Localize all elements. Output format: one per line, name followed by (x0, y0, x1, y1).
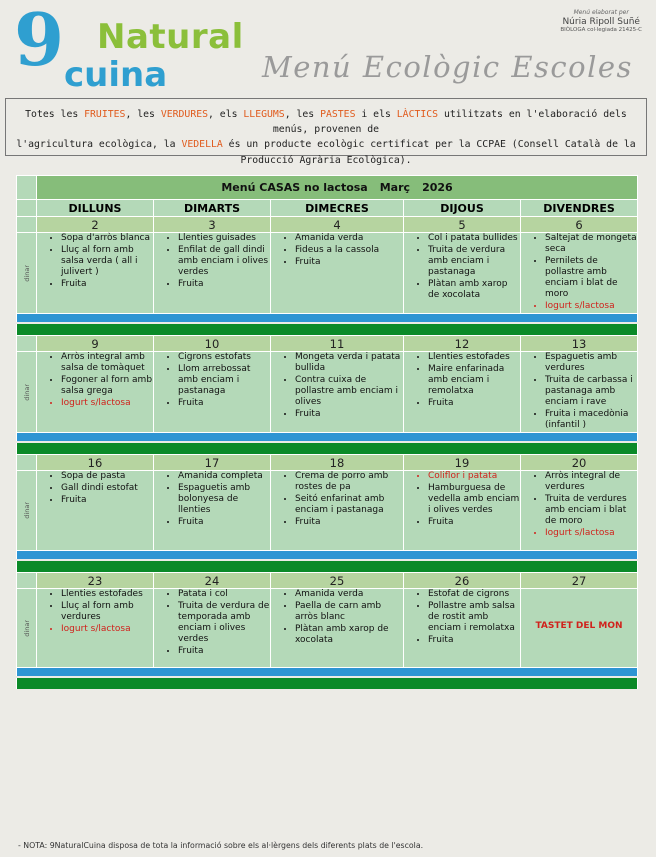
dish-list (37, 471, 153, 506)
dish-list (271, 589, 403, 646)
author-name: Núria Ripoll Suñé (562, 16, 640, 27)
day-header-thursday: DIJOUS (404, 200, 521, 217)
day-number: 25 (271, 573, 404, 589)
dish-item: • Arròs integral amb salsa de tomàquet (61, 352, 153, 374)
day-menu-cell (404, 233, 521, 314)
dish-item: • Pernilets de pollastre amb enciam i blat de moro (545, 256, 637, 300)
allergens-note: - NOTA: 9NaturalCuina disposa de tota la informació sobre els al·lèrgens dels diferents plats de l'escola. (18, 841, 424, 850)
dish-list (37, 589, 153, 635)
dish-item: • Amanida completa (178, 471, 270, 482)
dish-item: • Amanida verda (295, 589, 403, 600)
dish-item: • Truita de verdura de temporada amb enciam i olives verdes (178, 601, 270, 645)
dish-item: • Truita de verdures amb enciam i blat de moro (545, 494, 637, 527)
logo-natural: Natural (97, 17, 244, 57)
dish-item: • Sopa d'arròs blanca (61, 233, 153, 244)
day-number: 4 (271, 217, 404, 233)
highlight-pastes: PASTES (320, 109, 356, 120)
dish-list (154, 471, 270, 528)
green-separator (17, 443, 638, 455)
dish-item: • Llenties estofades (428, 352, 520, 363)
dish-list (37, 352, 153, 409)
highlight-vedella: VEDELLA (181, 139, 223, 151)
blue-separator (17, 551, 638, 560)
dish-item: • Iogurt s/lactosa (545, 528, 637, 539)
dish-item: • Fruita (428, 398, 520, 409)
dish-item: • Pollastre amb salsa de rostit amb enciam i remolatxa (428, 601, 520, 634)
dish-item: • Truita de verdura amb enciam i pastanaga (428, 245, 520, 278)
day-menu-cell (37, 471, 154, 551)
dish-list (521, 233, 637, 312)
dish-list (154, 233, 270, 290)
dish-list (404, 233, 520, 301)
day-menu-cell (271, 233, 404, 314)
dish-item: • Fruita (295, 517, 403, 528)
day-menu-cell (154, 589, 271, 668)
day-number: 2 (37, 217, 154, 233)
author-caption: Menú elaborat per (573, 9, 629, 16)
dish-item: • Fruita (295, 257, 403, 268)
author-credential: BIÒLOGA col·legiada 21425-C (560, 27, 642, 34)
day-number: 26 (404, 573, 521, 589)
day-menu-cell (37, 589, 154, 668)
dish-item: • Iogurt s/lactosa (61, 624, 153, 635)
logo-nine: 9 (14, 0, 65, 82)
dish-list (37, 233, 153, 290)
highlight-verdures: VERDURES (160, 109, 209, 120)
highlight-lactics: LÀCTICS (396, 109, 439, 120)
dish-item: • Fruita (178, 646, 270, 657)
dish-item: • Paella de carn amb arròs blanc (295, 601, 403, 623)
day-menu-cell (271, 352, 404, 433)
dish-item: • Mongeta verda i patata bullida (295, 352, 403, 374)
dish-item: • Fruita (178, 398, 270, 409)
page-subtitle: Menú Ecològic Escoles (262, 50, 633, 84)
dish-list (271, 471, 403, 528)
dish-item: • Espaguetis amb verdures (545, 352, 637, 374)
day-header-wednesday: DIMECRES (271, 200, 404, 217)
dish-item: • Plàtan amb xarop de xocolata (428, 279, 520, 301)
day-number: 18 (271, 455, 404, 471)
ecological-notice: Totes les FRUITES, les VERDURES, els LLEGUMS, les PASTES i els LÀCTICS utilitzats en l'elaboració dels menús, provenen de l'agricultura ecològica, la VEDELLA és un producte ecològic certificat per la CCPAE (Consell Català de la Producció Agrària Ecològica). (5, 98, 647, 156)
day-menu-cell (154, 233, 271, 314)
menu-table (16, 175, 638, 689)
dish-list (154, 352, 270, 409)
special-menu-label: TASTET DEL MON (535, 621, 623, 631)
day-menu-cell (404, 471, 521, 551)
dish-item: • Plàtan amb xarop de xocolata (295, 624, 403, 646)
day-number: 16 (37, 455, 154, 471)
dish-item: • Col i patata bullides (428, 233, 520, 244)
day-number: 12 (404, 336, 521, 352)
dish-item: • Hamburguesa de vedella amb enciam i olives verdes (428, 483, 520, 516)
dish-item: • Enfilat de gall dindi amb enciam i olives verdes (178, 245, 270, 278)
day-menu-cell (404, 352, 521, 433)
dish-item: • Truita de carbassa i pastanaga amb enciam i rave (545, 375, 637, 408)
day-number: 27 (521, 573, 638, 589)
meal-label: dinar (22, 619, 31, 637)
day-header-tuesday: DIMARTS (154, 200, 271, 217)
dish-item: • Fruita (61, 495, 153, 506)
dish-item: • Arròs integral de verdures (545, 471, 637, 493)
dish-list (521, 471, 637, 539)
day-number: 17 (154, 455, 271, 471)
day-number: 9 (37, 336, 154, 352)
dish-item: • Fideus a la cassola (295, 245, 403, 256)
dish-item: • Fruita (295, 409, 403, 420)
menu-title: Menú CASAS no lactosa Març 2026 (37, 176, 638, 200)
dish-item: • Cigrons estofats (178, 352, 270, 363)
dish-item: • Maire enfarinada amb enciam i remolatxa (428, 364, 520, 397)
logo-cuina: cuina (64, 55, 168, 95)
dish-item: • Fruita (178, 517, 270, 528)
day-menu-cell (271, 471, 404, 551)
blue-separator (17, 433, 638, 442)
blue-separator (17, 314, 638, 323)
day-number: 23 (37, 573, 154, 589)
dish-list (271, 233, 403, 268)
day-number: 19 (404, 455, 521, 471)
dish-item: • Fruita i macedònia (infantil ) (545, 409, 637, 431)
dish-item: • Saltejat de mongeta seca (545, 233, 637, 255)
day-menu-cell (521, 233, 638, 314)
dish-item: • Fruita (61, 279, 153, 290)
dish-item: • Coliflor i patata (428, 471, 520, 482)
green-separator (17, 678, 638, 689)
dish-list (404, 589, 520, 646)
dish-item: • Estofat de cigrons (428, 589, 520, 600)
dish-list (521, 352, 637, 431)
meal-label: dinar (22, 502, 31, 519)
green-separator (17, 561, 638, 573)
day-menu-cell (404, 589, 521, 668)
day-number: 3 (154, 217, 271, 233)
dish-item: • Gall dindi estofat (61, 483, 153, 494)
dish-item: • Fruita (428, 517, 520, 528)
day-header-friday: DIVENDRES (521, 200, 638, 217)
day-number: 10 (154, 336, 271, 352)
dish-item: • Patata i col (178, 589, 270, 600)
author-block (560, 10, 642, 34)
blue-separator (17, 668, 638, 677)
dish-item: • Crema de porro amb rostes de pa (295, 471, 403, 493)
day-number: 24 (154, 573, 271, 589)
dish-list (154, 589, 270, 657)
day-menu-cell (154, 471, 271, 551)
day-number: 5 (404, 217, 521, 233)
dish-item: • Iogurt s/lactosa (545, 301, 637, 312)
dish-item: • Sopa de pasta (61, 471, 153, 482)
meal-label: dinar (22, 383, 31, 401)
day-menu-cell (521, 471, 638, 551)
dish-item: • Fogoner al forn amb salsa grega (61, 375, 153, 397)
dish-item: • Llom arrebossat amb enciam i pastanaga (178, 364, 270, 397)
dish-item: • Llenties guisades (178, 233, 270, 244)
day-menu-cell (37, 233, 154, 314)
dish-item: • Llenties estofades (61, 589, 153, 600)
dish-item: • Espaguetis amb bolonyesa de llenties (178, 483, 270, 516)
dish-list (404, 471, 520, 528)
dish-item: • Seitó enfarinat amb enciam i pastanaga (295, 494, 403, 516)
day-menu-cell (37, 352, 154, 433)
day-number: 13 (521, 336, 638, 352)
day-menu-cell (521, 589, 638, 668)
dish-list (404, 352, 520, 409)
green-separator (17, 324, 638, 336)
dish-item: • Lluç al forn amb salsa verda ( all i julivert ) (61, 245, 153, 278)
dish-list (271, 352, 403, 420)
day-menu-cell (154, 352, 271, 433)
highlight-fruites: FRUITES (84, 109, 126, 120)
day-number: 6 (521, 217, 638, 233)
dish-item: • Lluç al forn amb verdures (61, 601, 153, 623)
day-number: 11 (271, 336, 404, 352)
dish-item: • Contra cuixa de pollastre amb enciam i olives (295, 375, 403, 408)
meal-label: dinar (22, 264, 31, 282)
day-number: 20 (521, 455, 638, 471)
day-menu-cell (271, 589, 404, 668)
dish-item: • Fruita (178, 279, 270, 290)
day-menu-cell (521, 352, 638, 433)
dish-item: • Amanida verda (295, 233, 403, 244)
dish-item: • Iogurt s/lactosa (61, 398, 153, 409)
highlight-llegums: LLEGUMS (243, 109, 285, 120)
dish-item: • Fruita (428, 635, 520, 646)
day-header-monday: DILLUNS (37, 200, 154, 217)
